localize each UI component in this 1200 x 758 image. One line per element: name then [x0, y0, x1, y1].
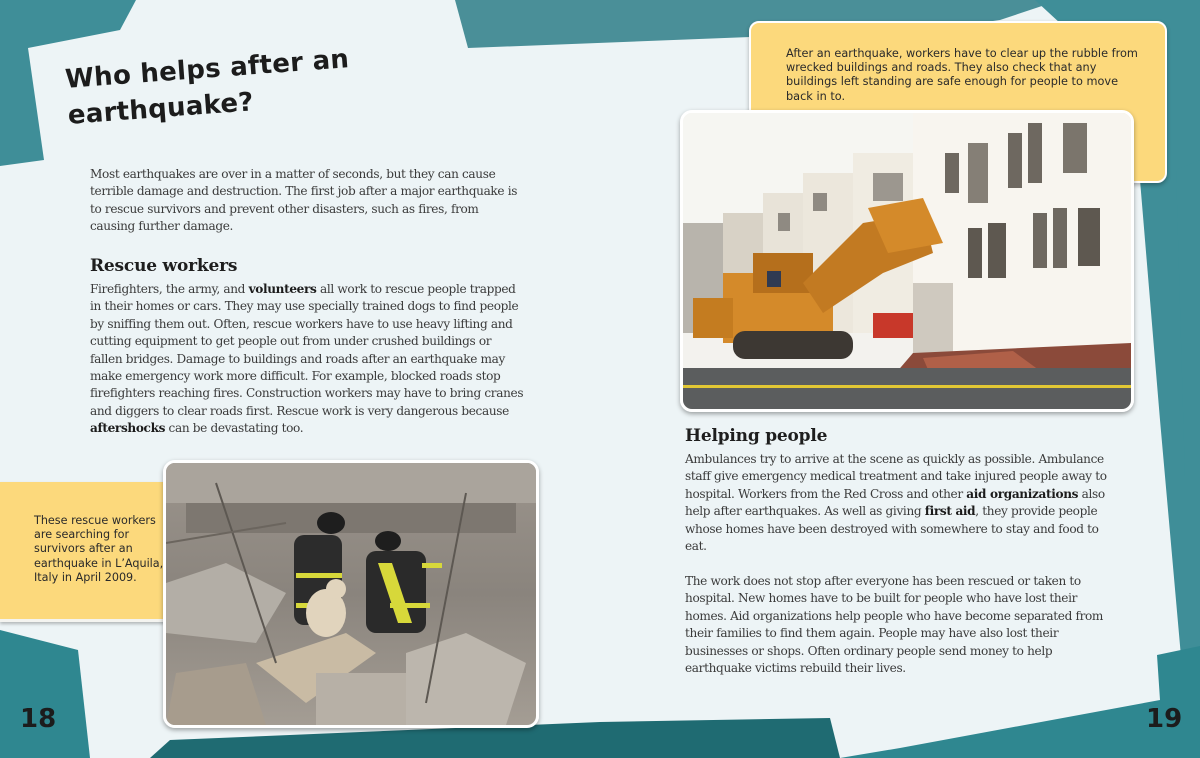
text-run: all work to rescue people trapped in their homes or cars. They may use specially trained dogs to find people by sniffing them out. Often, rescue workers have to use heavy lifting and cutting equipment to get people out from under crushed buildings or fallen bridges. Damage to buildings and roads after an earthquake may make emergency work more difficult. For example, blocked roads stop firefighters reaching fires. Construction workers may have to bring cranes and diggers to clear roads first. Rescue work is very dangerous because [90, 282, 524, 418]
rescue-workers-paragraph [90, 281, 525, 438]
title-line-1: Who helps after an [64, 44, 351, 95]
photo-caption-left [0, 482, 172, 622]
glossary-term-aftershocks[interactable]: aftershocks [90, 421, 166, 436]
text-run: also help after earthquakes. As well as giving [685, 486, 1105, 519]
text-run: , they provide people whose homes have been destroyed with somewhere to stay and food to eat. [685, 504, 1099, 554]
glossary-term-volunteers[interactable]: volunteers [248, 282, 317, 296]
caption-text: These rescue workers are searching for survivors after an earthquake in L’Aquila, Italy in April 2009. [34, 514, 164, 584]
section-heading-helping-people: Helping people [685, 426, 828, 446]
page-number-left: 18 [20, 704, 57, 734]
rubble-image [166, 463, 536, 725]
photo-rescue-workers [163, 460, 539, 728]
title-line-2: earthquake? [66, 87, 255, 131]
text-run: can be devastating too. [165, 421, 304, 436]
section-heading-rescue-workers: Rescue workers [90, 256, 238, 276]
text-run: Ambulances try to arrive at the scene as quickly as possible. Ambulance staff give emergency medical treatment and take injured people away to hospital. Workers from the Red Cross and other [685, 452, 1107, 501]
helping-people-paragraph-1 [685, 451, 1115, 555]
photo-bulldozer-demolition [680, 110, 1134, 412]
caption-text: After an earthquake, workers have to clear up the rubble from wrecked buildings and roads. They also check that any buildings left standing are safe enough for people to move back in to. [786, 47, 1138, 103]
glossary-term-first-aid[interactable]: first aid [924, 504, 976, 519]
page-number-right: 19 [1146, 704, 1183, 734]
helping-people-paragraph-2: The work does not stop after everyone has been rescued or taken to hospital. New homes have to be built for people who have lost their homes. Aid organizations help people who have become separated from their families to find them again. People may have also lost their businesses or shops. Often ordinary people send money to help earthquake victims rebuild their lives. [685, 574, 1104, 676]
demolition-image [683, 113, 1131, 409]
glossary-term-aid-organizations[interactable]: aid organizations [966, 486, 1079, 501]
text-run: Firefighters, the army, and [90, 282, 249, 296]
intro-paragraph: Most earthquakes are over in a matter of seconds, but they can cause terrible damage and destruction. The first job after a major earthquake is to rescue survivors and prevent other disasters, such as fires, from causing further damage. [90, 167, 518, 234]
